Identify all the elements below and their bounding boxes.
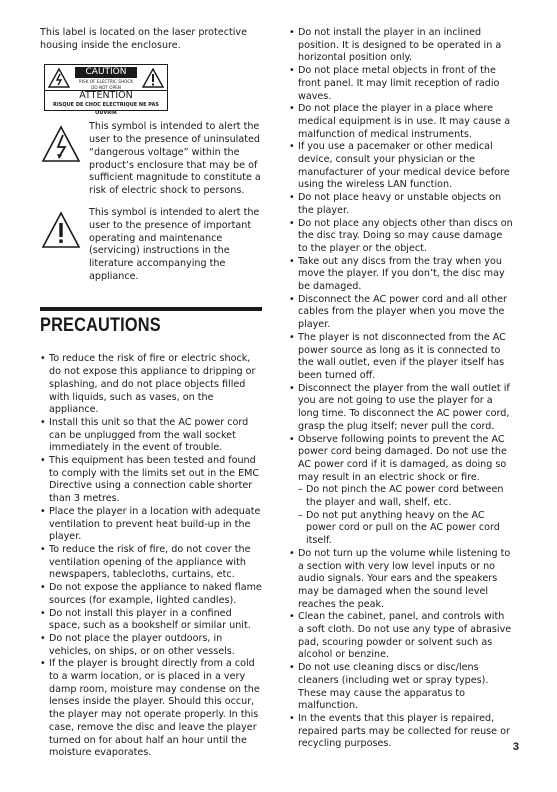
list-item-text: Do not place the player outdoors, in vehicles, on ships, or on other vessels. xyxy=(49,632,235,657)
list-item xyxy=(289,294,513,332)
list-item-text: If the player is brought directly from a cold to a warm location, or is placed in a very damp room, moisture may condense on the lenses inside the player. Should this occur, the player may not operate properly. In this case, remove the disc and leave the player turned on for about half an hour until the moisture evaporates. xyxy=(49,658,260,759)
list-item xyxy=(40,544,262,582)
caution-label xyxy=(44,64,168,117)
left-column xyxy=(40,27,262,760)
right-bullet-list xyxy=(289,27,513,751)
list-item xyxy=(40,633,262,658)
sub-list-item: – Do not pinch the AC power cord between the player and wall, shelf, etc. xyxy=(298,484,513,509)
list-item xyxy=(289,65,513,103)
list-item xyxy=(40,417,262,455)
list-item xyxy=(289,103,513,141)
list-item-text: Take out any discs from the tray when you move the player. If you don’t, the disc may be damaged. xyxy=(298,255,505,293)
list-item xyxy=(289,548,513,612)
page-number: 3 xyxy=(512,741,519,753)
sub-list-item: – Do not put anything heavy on the AC power cord or pull on the AC power cord itself. xyxy=(298,510,513,548)
list-item-text: Install this unit so that the AC power cord can be unplugged from the wall socket immediately in the event of trouble. xyxy=(49,416,249,454)
list-item xyxy=(289,713,513,751)
symbol-exclamation-text: This symbol is intended to alert the user to the presence of important operating and maintenance (servicing) instructions in the literature accompanying the appliance. xyxy=(89,207,260,282)
section-divider xyxy=(40,307,262,311)
intro-text: This label is located on the laser protective housing inside the enclosure. xyxy=(40,27,247,51)
lightning-triangle-icon xyxy=(48,68,70,88)
list-item-text: The player is not disconnected from the AC power source as long as it is connected to the wall outlet, even if the player itself has been turned off. xyxy=(298,331,506,381)
symbol-exclamation-row xyxy=(40,207,262,283)
list-item-text: Do not place heavy or unstable objects on the player. xyxy=(298,192,502,216)
caution-text: CAUTION xyxy=(75,67,137,78)
list-item-text: In the events that this player is repaired, repaired parts may be collected for reuse or recycling purposes. xyxy=(298,712,510,750)
list-item-text: Do not install this player in a confined space, such as a bookshelf or similar unit. xyxy=(49,607,251,632)
exclamation-triangle-icon xyxy=(41,211,81,249)
list-item-text: If you use a pacemaker or other medical device, consult your physician or the manufacturer of your medical device before using the wireless LAN function. xyxy=(298,141,510,191)
list-item xyxy=(40,506,262,544)
right-column xyxy=(289,27,513,751)
list-item-text: To reduce the risk of fire or electric shock, do not expose this appliance to dripping or splashing, and do not place objects filled with liquids, such as vases, on the appliance. xyxy=(49,353,256,416)
list-item-text: Do not place metal objects in front of the front panel. It may limit reception of radio waves. xyxy=(298,65,500,102)
list-item-text: Do not place any objects other than discs on the disc tray. Doing so may cause damage to the player or the object. xyxy=(298,217,513,254)
list-item-text: Do not expose the appliance to naked flame sources (for example, lighted candles). xyxy=(49,582,262,606)
list-item xyxy=(40,582,262,607)
list-item-text: Do not install the player in an inclined position. It is designed to be operated in a horizontal position only. xyxy=(298,27,502,64)
attention-text: ATTENTION xyxy=(45,90,167,101)
list-item xyxy=(40,353,262,417)
list-item-text: Disconnect the player from the wall outlet if you are not going to use the player for a long time. To disconnect the AC power cord, grasp the plug itself; never pull the cord. xyxy=(298,382,510,432)
list-item-text: This equipment has been tested and found to comply with the limits set out in the EMC Directive using a connection cable shorter than 3 metres. xyxy=(49,455,260,505)
list-item xyxy=(289,662,513,713)
list-item xyxy=(40,658,262,760)
list-item xyxy=(289,27,513,65)
list-item-text: Do not turn up the volume while listening to a section with very low level inputs or no audio signals. Your ears and the speakers may be damaged when the sound level reaches the peak. xyxy=(298,547,511,610)
label-line2: DO NOT OPEN xyxy=(91,85,121,91)
list-item xyxy=(40,455,262,506)
lightning-triangle-icon xyxy=(41,125,81,163)
list-item xyxy=(289,192,513,217)
french-warning: RISQUE DE CHOC ELECTRIQUE NE PAS OUVRIR xyxy=(53,102,159,117)
list-item-text: Disconnect the AC power cord and all other cables from the player when you move the player. xyxy=(298,293,507,331)
list-item xyxy=(289,383,513,434)
symbol-lightning-text: This symbol is intended to alert the user to the presence of uninsulated “dangerous voltage” within the product’s enclosure that may be of sufficient magnitude to constitute a risk of electric shock to persons. xyxy=(89,121,261,196)
list-item-text: To reduce the risk of fire, do not cover the ventilation opening of the appliance with newspapers, tablecloths, curtains, etc. xyxy=(49,543,251,581)
list-item xyxy=(289,332,513,383)
list-item-text: Do not place the player in a place where medical equipment is in use. It may cause a malfunction of medical instruments. xyxy=(298,103,511,140)
list-item xyxy=(289,611,513,662)
page-title: PRECAUTIONS xyxy=(40,315,161,337)
list-item-text: Do not use cleaning discs or disc/lens cleaners (including wet or spray types). These may cause the apparatus to malfunction. xyxy=(298,662,489,712)
list-item xyxy=(289,434,513,548)
list-item xyxy=(40,608,262,633)
exclamation-triangle-icon xyxy=(142,68,164,88)
left-bullet-list xyxy=(40,353,262,760)
list-item xyxy=(289,218,513,256)
list-item-text: Observe following points to prevent the AC power cord being damaged. Do not use the AC power cord if it is damaged, as doing so may result in an electric shock or fire. xyxy=(298,433,507,483)
list-item-text: Place the player in a location with adequate ventilation to prevent heat build-up in the player. xyxy=(49,505,261,543)
list-item xyxy=(289,256,513,294)
list-item xyxy=(289,141,513,192)
symbol-lightning-row xyxy=(40,121,262,197)
label-line1: RISK OF ELECTRIC SHOCK xyxy=(78,79,134,85)
sub-bullet-list xyxy=(298,484,513,548)
list-item-text: Clean the cabinet, panel, and controls with a soft cloth. Do not use any type of abrasive pad, scouring powder or solvent such as alcohol or benzine. xyxy=(298,611,512,661)
